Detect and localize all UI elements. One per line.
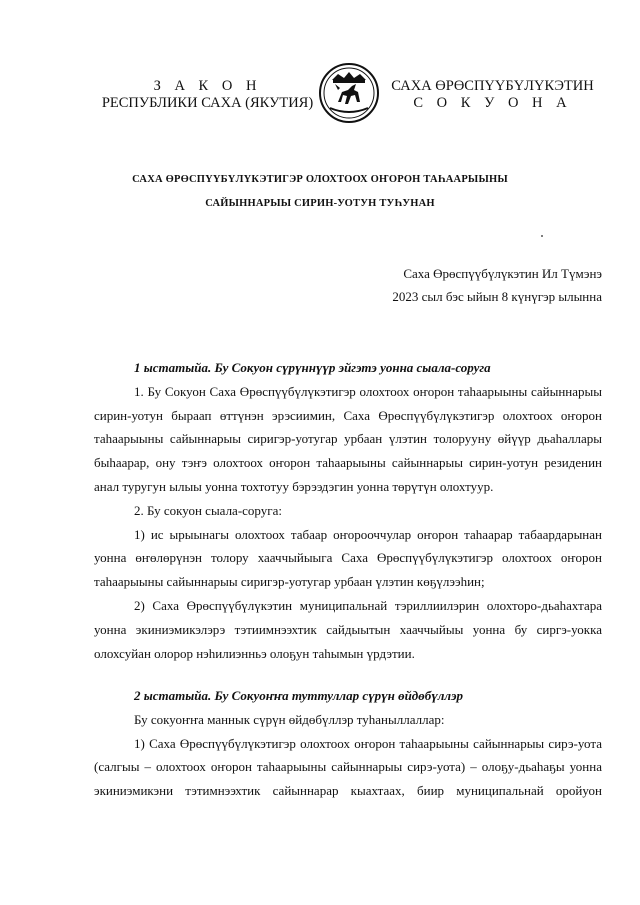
article-2-paragraph-2: 1) Саха Өрөспүүбүлүкэтигэр олохтоох оҥорон таһаарыыны сайыннарыы сирэ-уота (салгыы – олохтоох оҥорон таһаарыыны сайыннарыы сирэ-уота) – олоҕу-дьаһаҕы уонна экиниэмикэни тэтимнээхтик сайыннарар кыахтаах, биир муниципальнай оройуон <box>94 735 602 799</box>
article-1-paragraph-3: 1) ис ырыынагы олохтоох табаар оҥорооччулар оҥорон таһаарар табаардарынан уонна өҥөлөрүнэн толору хааччыйыыга Саха Өрөспүүбүлүкэтигэр олохтоох оҥорон таһаарыыны сайыннарыы сиригэр-уотугар урбаан үлэтин көҕүлээһин; <box>94 526 602 590</box>
header-right-line2: С О К У О Н А <box>413 95 572 111</box>
article-2-heading: 2 ыстатыйа. Бу Сокуоҥҥа туттуллар сүрүн өйдөбүллэр <box>134 688 463 703</box>
article-1-heading: 1 ыстатыйа. Бу Сокуон сүрүннүүр эйгэтэ уонна сыала-соруга <box>134 360 491 375</box>
article-2 <box>94 684 602 803</box>
law-title-line1: САХА ӨРӨСПҮҮБҮЛҮКЭТИГЭР ОЛОХТООХ ОҤОРОН ТАҺААРЫЫНЫ <box>132 174 508 185</box>
scan-dot <box>541 235 543 237</box>
article-1-paragraph-1: 1. Бу Сокуон Саха Өрөспүүбүлүкэтигэр олохтоох оҥорон таһаарыыны сайыннарыы сирин-уотун быраап өттүнэн эрэсиимин, Саха Өрөспүүбүлүкэтигэр олохтоох оҥорон таһаарыыны сайыннарыы сиригэр-уотугар урбаан үлэтин толорууну өйүүр дьаһаллары быһаарар, ону тэҥэ олохтоох оҥорон таһаарыыны сайыннарыы сирин-уотун резиденин анал туругун ылыы уонна тохтотуу бэрээдэгин уонна төрүтүн олохтуур. <box>94 383 602 494</box>
law-title-line2: САЙЫННАРЫЫ СИРИН-УОТУН ТУҺУНАН <box>205 198 435 209</box>
header-left-line1: З А К О Н <box>153 78 262 94</box>
adoption-info <box>392 262 602 308</box>
coat-of-arms-icon <box>318 62 380 124</box>
header-left <box>95 78 320 112</box>
adoption-date: 2023 сыл бэс ыйын 8 күнүгэр ылынна <box>392 289 602 304</box>
article-1-paragraph-4: 2) Саха Өрөспүүбүлүкэтин муниципальнай тэриллиилэрин олохторо-дьаһахтара уонна экиниэмикэлэрэ тэтиимнээхтик сайдыытын хааччыйыы уонна бу сиргэ-уокка олохсуйан олорор нэһилиэнньэ олоҕун таһымын үрдэтии. <box>94 597 602 661</box>
header-right-line1: САХА ӨРӨСПҮҮБҮЛҮКЭТИН <box>391 78 594 94</box>
adoption-body: Саха Өрөспүүбүлүкэтин Ил Түмэнэ <box>403 266 602 281</box>
article-1-paragraph-2: 2. Бу сокуон сыала-соруга: <box>134 502 282 518</box>
header-right <box>385 78 600 112</box>
article-1 <box>94 356 602 665</box>
header-left-line2: РЕСПУБЛИКИ САХА (ЯКУТИЯ) <box>101 95 314 111</box>
article-2-paragraph-1: Бу сокуоҥҥа маннык сүрүн өйдөбүллэр туһаныллаллар: <box>134 711 445 727</box>
